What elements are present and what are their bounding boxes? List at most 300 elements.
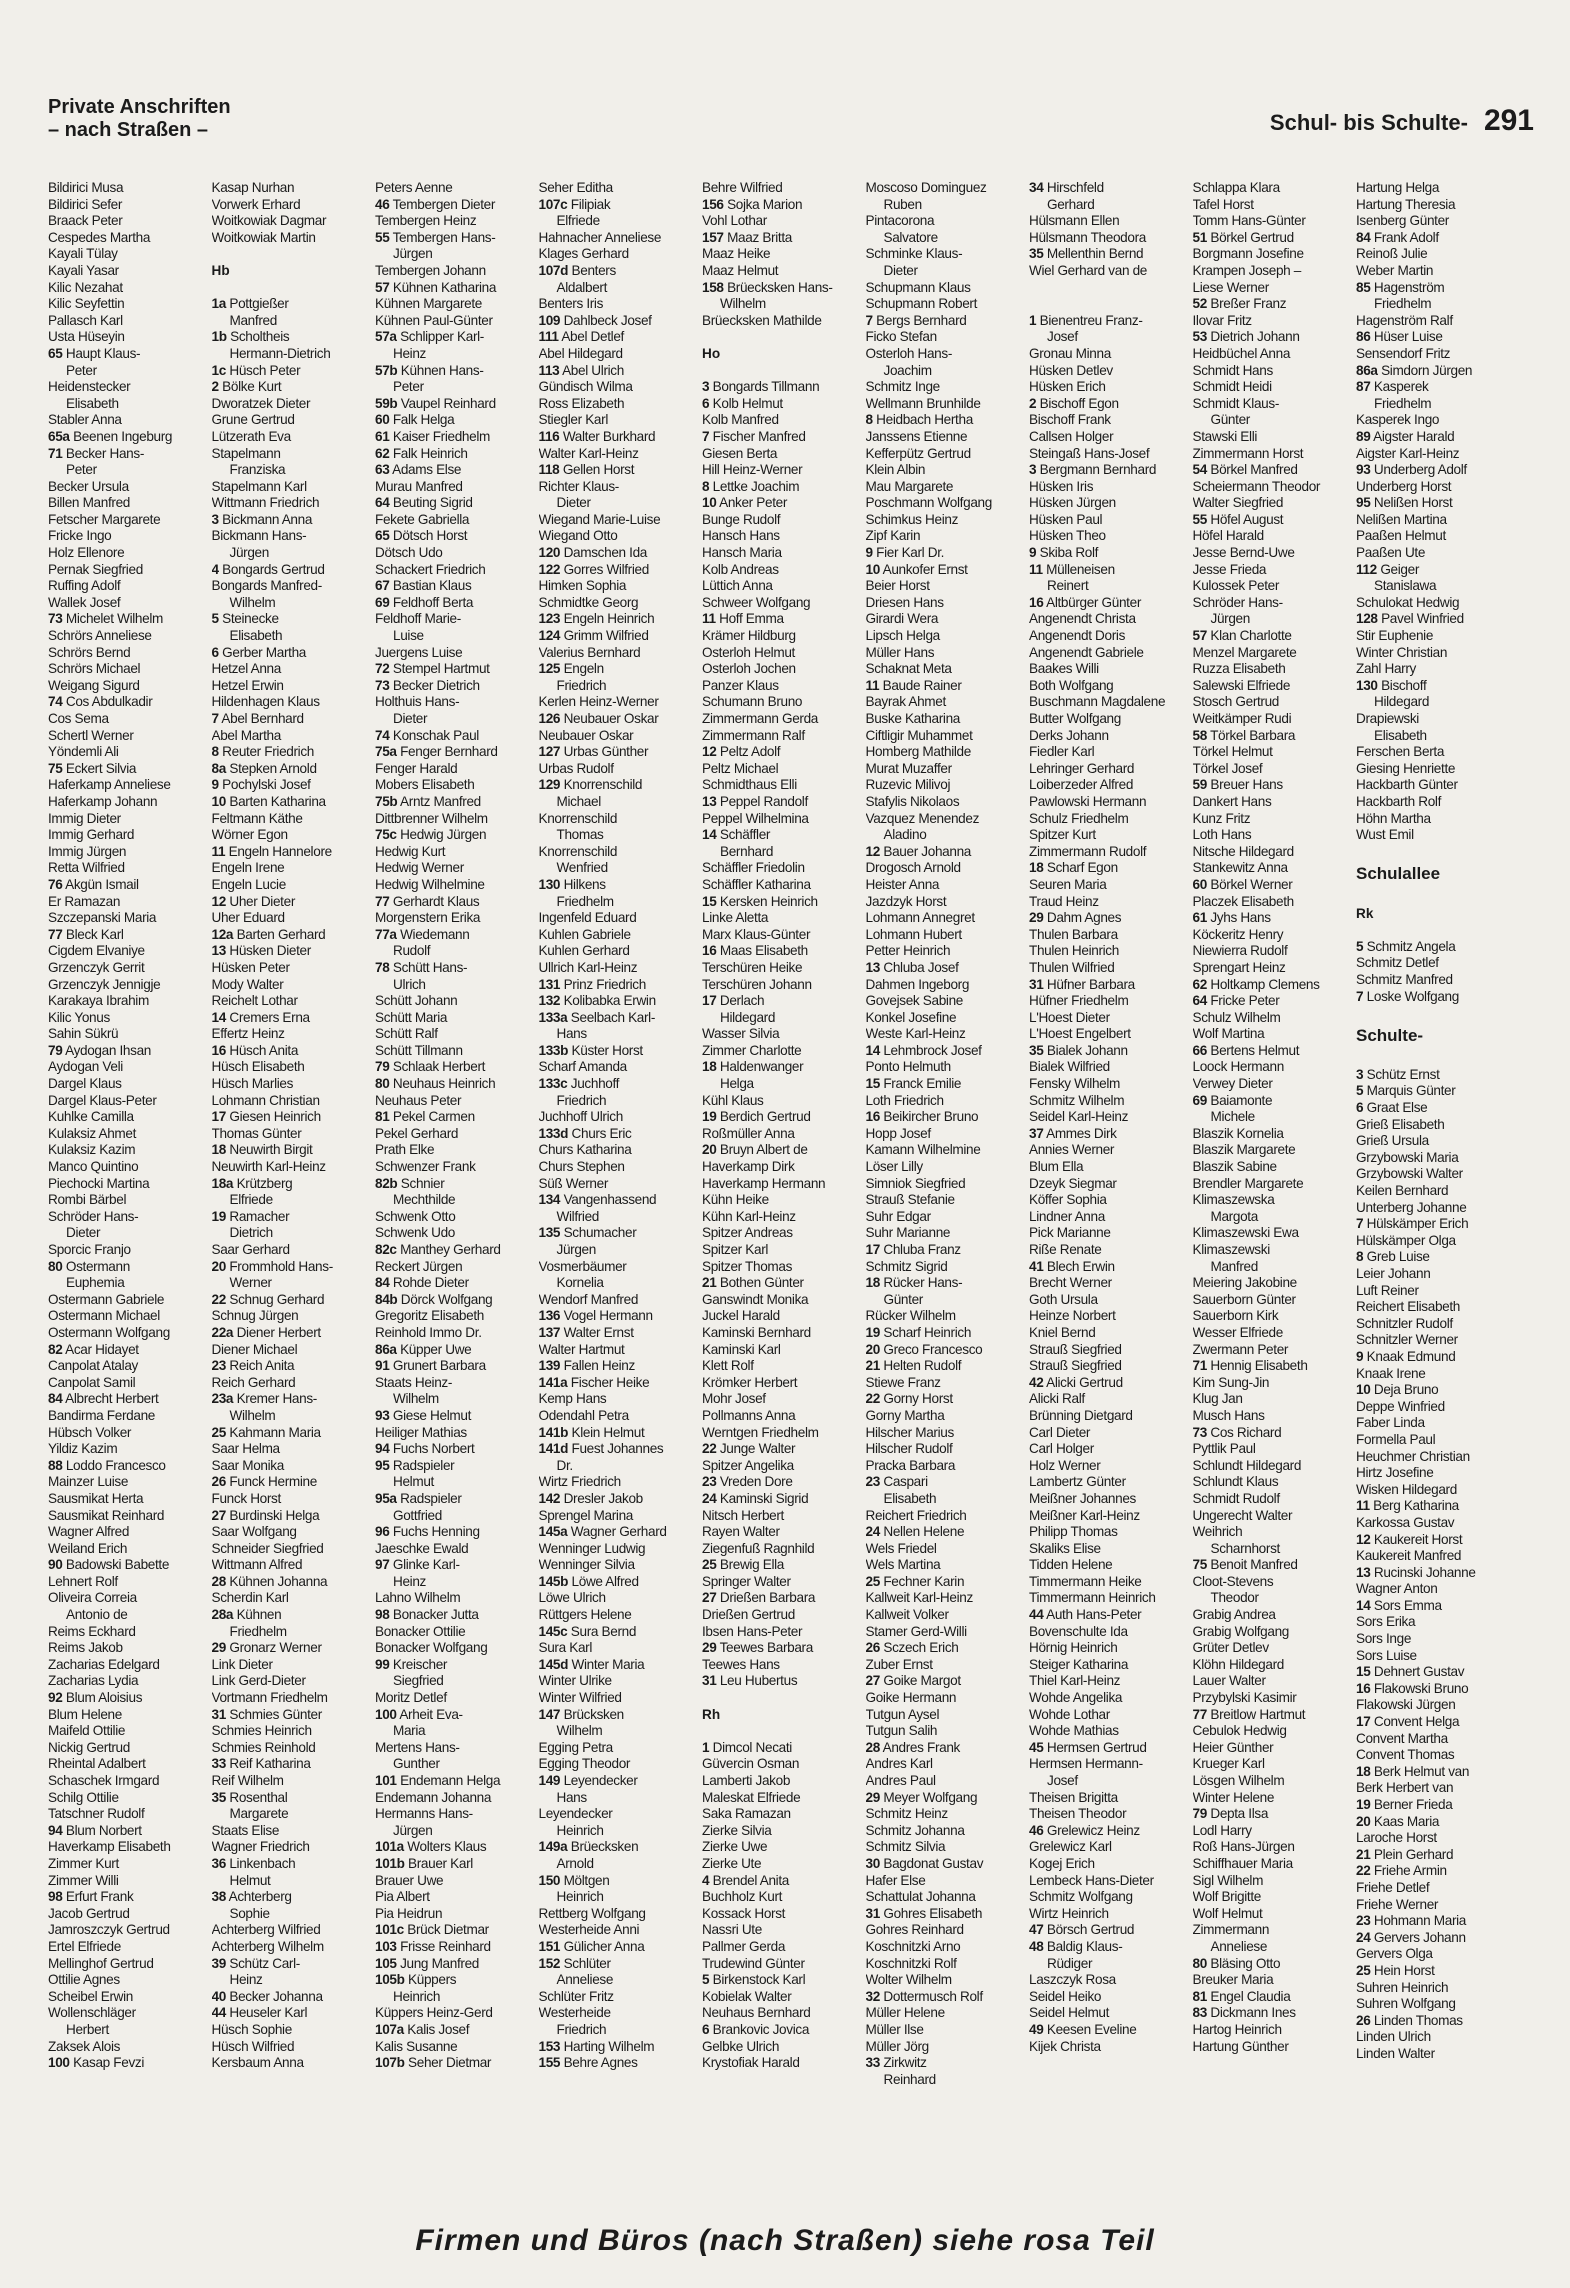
directory-entry	[48, 346, 212, 363]
directory-entry	[702, 611, 866, 628]
directory-entry: Thulen Wilfried	[1029, 959, 1115, 975]
resident-name: Hüfner Barbara	[1043, 976, 1135, 992]
directory-entry: Güvercin Osman	[702, 1756, 800, 1772]
entry-continuation: Wilhelm	[556, 1723, 603, 1739]
resident-name: Kremer Hans-	[233, 1391, 317, 1407]
spacer	[702, 363, 866, 380]
directory-entry	[1356, 1100, 1520, 1117]
directory-entry: Bialek Wilfried	[1029, 1059, 1110, 1075]
entry-continuation: Manfred	[1210, 1258, 1258, 1274]
directory-entry: Schäffler Friedolin	[702, 860, 805, 876]
house-number: 107d	[538, 262, 569, 278]
directory-entry: Dahmen Ingeborg	[865, 976, 970, 992]
resident-name: Gervers Johann	[1370, 1929, 1466, 1945]
directory-entry	[866, 1275, 1030, 1292]
house-number: 14	[211, 1009, 226, 1025]
entry-continuation: Ulrich	[393, 976, 426, 992]
directory-entry	[212, 1259, 376, 1276]
directory-entry	[1356, 1714, 1520, 1731]
directory-entry: Schwenk Otto	[375, 1208, 456, 1224]
resident-name: Brücksken	[560, 1706, 624, 1722]
directory-entry	[1356, 1083, 1520, 1100]
directory-entry	[1193, 329, 1357, 346]
directory-entry: Kniel Bernd	[1029, 1324, 1096, 1340]
directory-entry: Grüter Detlev	[1192, 1640, 1269, 1656]
directory-entry	[212, 562, 376, 579]
directory-entry: Weihrich	[1192, 1524, 1243, 1540]
directory-entry: Buchholz Kurt	[702, 1889, 783, 1905]
directory-entry: Hedwig Werner	[375, 860, 464, 876]
directory-entry	[375, 678, 539, 695]
directory-entry	[48, 1259, 212, 1276]
resident-name: Geiger	[1376, 561, 1420, 577]
directory-entry	[866, 844, 1030, 861]
directory-entry	[702, 744, 866, 761]
house-number: 29	[211, 1640, 226, 1656]
directory-entry	[866, 1391, 1030, 1408]
directory-entry: Zimmermann Horst	[1192, 445, 1304, 461]
directory-entry: Zacharias Edelgard	[48, 1656, 160, 1672]
resident-name: Convent Helga	[1370, 1714, 1460, 1730]
resident-name: Falk Heinrich	[389, 445, 468, 461]
house-number: 137	[538, 1324, 561, 1340]
directory-entry: Fiedler Karl	[1029, 744, 1095, 760]
resident-name: Kahmann Maria	[225, 1424, 321, 1440]
resident-name: Acar Hidayet	[62, 1341, 139, 1357]
resident-name: Nellen Helene	[879, 1524, 965, 1540]
directory-entry	[375, 1458, 539, 1475]
directory-entry: Jesse Bernd-Uwe	[1192, 545, 1295, 561]
house-number: 44	[1029, 1607, 1044, 1623]
entry-continuation: Wilhelm	[229, 1407, 276, 1423]
directory-entry: Schlundt Klaus	[1192, 1474, 1279, 1490]
house-number: 15	[1356, 1664, 1371, 1680]
house-number: 131	[538, 976, 561, 992]
resident-name: Abel Detlef	[558, 329, 624, 345]
directory-entry: Mau Margarete	[865, 478, 954, 494]
directory-entry	[539, 1325, 703, 1342]
directory-entry: Kaminski Bernhard	[702, 1324, 811, 1340]
resident-name: Andres Frank	[879, 1739, 960, 1755]
resident-name: Dietrich Johann	[1206, 329, 1300, 345]
resident-name: Pottgießer	[225, 296, 289, 312]
directory-entry	[212, 1474, 376, 1491]
street-heading: Schulte-	[1356, 1027, 1424, 1045]
directory-entry: Vosmerbäumer	[538, 1258, 627, 1274]
directory-entry: Mohr Josef	[702, 1391, 766, 1407]
directory-entry: Zuber Ernst	[865, 1656, 933, 1672]
directory-entry: Knorrenschild	[538, 810, 618, 826]
house-number: 14	[1356, 1597, 1371, 1613]
directory-entry	[539, 1873, 703, 1890]
directory-entry: Winter Christian	[1356, 644, 1448, 660]
resident-name: Bienentreu Franz-	[1036, 312, 1143, 328]
directory-entry	[702, 396, 866, 413]
directory-entry: Odendahl Petra	[538, 1407, 629, 1423]
directory-entry: Stawski Elli	[1192, 428, 1258, 444]
directory-entry: Lehnert Rolf	[48, 1573, 118, 1589]
directory-entry: Schattulat Johanna	[865, 1889, 976, 1905]
area-code: Rk	[1356, 905, 1374, 921]
directory-entry: Pallasch Karl	[48, 312, 123, 328]
directory-entry: Löser Lilly	[865, 1159, 923, 1175]
directory-entry: Schmidtke Georg	[538, 594, 639, 610]
resident-name: Auth Hans-Peter	[1043, 1607, 1142, 1623]
house-number: 3	[211, 511, 219, 527]
directory-entry: Linden Walter	[1356, 2045, 1435, 2061]
directory-entry: Derks Johann	[1029, 727, 1109, 743]
resident-name: Pekel Carmen	[389, 1109, 475, 1125]
directory-entry: Becker Ursula	[48, 478, 129, 494]
directory-entry	[539, 744, 703, 761]
directory-entry	[48, 877, 212, 894]
directory-entry: Liese Werner	[1192, 279, 1269, 295]
house-number: 63	[375, 462, 390, 478]
entry-continuation: Euphemia	[66, 1275, 125, 1291]
directory-entry: Laroche Horst	[1356, 1830, 1437, 1846]
house-number: 145c	[538, 1623, 568, 1639]
entry-continuation: Ruben	[883, 196, 922, 212]
directory-entry: Schmidt Heidi	[1192, 379, 1272, 395]
house-number: 16	[1029, 594, 1044, 610]
directory-entry: Carl Holger	[1029, 1441, 1094, 1457]
house-number: 16	[1356, 1680, 1371, 1696]
directory-entry: Seidel Heiko	[1029, 1988, 1102, 2004]
directory-entry: Wiegand Otto	[538, 528, 618, 544]
directory-entry: Zwermann Peter	[1192, 1341, 1289, 1357]
directory-entry: Haferkamp Johann	[48, 793, 158, 809]
house-number: 145a	[538, 1524, 568, 1540]
directory-entry: Hüsken Detlev	[1029, 362, 1113, 378]
directory-entry	[212, 1707, 376, 1724]
house-number: 22a	[211, 1324, 234, 1340]
house-number: 14	[865, 1042, 880, 1058]
house-number: 105b	[375, 1972, 405, 1988]
directory-entry: Hörnig Heinrich	[1029, 1640, 1118, 1656]
house-number: 21	[1356, 1846, 1371, 1862]
directory-entry	[375, 528, 539, 545]
resident-name: Giese Helmut	[389, 1407, 471, 1423]
resident-name: Engeln Hannelore	[225, 843, 332, 859]
resident-name: Schmitz Angela	[1363, 938, 1456, 954]
directory-entry: Weitkämper Rudi	[1192, 711, 1292, 726]
house-number: 101c	[375, 1922, 404, 1938]
house-number: 111	[538, 329, 559, 345]
directory-entry	[866, 1358, 1030, 1375]
directory-entry	[1193, 296, 1357, 313]
resident-name: Abel Ulrich	[559, 362, 624, 378]
house-number: 24	[1356, 1929, 1371, 1945]
resident-name: Frank Adolf	[1370, 229, 1439, 245]
resident-name: Linden Thomas	[1370, 2012, 1463, 2028]
directory-entry: Hilscher Rudolf	[865, 1441, 953, 1457]
entry-continuation: Hildegard	[1374, 694, 1430, 710]
directory-column	[212, 180, 376, 2190]
directory-entry: Jesse Frieda	[1192, 561, 1267, 577]
entry-continuation: Elisabeth	[229, 628, 283, 644]
house-number: 120	[538, 545, 561, 561]
directory-entry: Schulokat Hedwig	[1356, 594, 1460, 610]
directory-entry: Menzel Margarete	[1192, 644, 1297, 660]
directory-entry: Grzenczyk Gerrit	[48, 959, 145, 975]
resident-name: Peppel Randolf	[716, 793, 808, 809]
resident-name: Schnier	[397, 1175, 445, 1191]
directory-entry: Gündisch Wilma	[538, 379, 633, 395]
resident-name: Engeln Heinrich	[560, 611, 655, 627]
directory-entry	[48, 446, 212, 463]
directory-entry	[1193, 462, 1357, 479]
directory-entry	[702, 197, 866, 214]
directory-entry: Schütt Ralf	[375, 1026, 438, 1042]
entry-continuation: Reinhard	[883, 2071, 936, 2087]
directory-entry	[212, 744, 376, 761]
directory-entry: Friehe Werner	[1356, 1896, 1439, 1912]
resident-name: Börkel Werner	[1206, 876, 1293, 892]
directory-entry: Kobielak Walter	[702, 1988, 792, 2004]
resident-name: Hülskämper Erich	[1363, 1216, 1469, 1232]
directory-entry	[1029, 1043, 1193, 1060]
directory-entry: Reims Jakob	[48, 1640, 123, 1656]
directory-entry	[375, 927, 539, 944]
house-number: 35	[1029, 1042, 1044, 1058]
resident-name: Berk Helmut van	[1370, 1763, 1470, 1779]
house-number: 82c	[375, 1242, 397, 1257]
directory-entry	[866, 313, 1030, 330]
directory-entry	[212, 927, 376, 944]
directory-entry	[702, 1640, 866, 1657]
directory-entry: Kefferpütz Gertrud	[865, 445, 971, 461]
house-number: 65	[48, 345, 63, 361]
directory-entry	[539, 877, 703, 894]
directory-entry: Klug Jan	[1192, 1391, 1243, 1407]
resident-name: Engel Claudia	[1206, 1988, 1291, 2004]
entry-continuation: Wilfried	[556, 1208, 600, 1224]
resident-name: Kaukereit Horst	[1370, 1531, 1463, 1547]
resident-name: Radspieler	[389, 1457, 455, 1473]
directory-entry: Brendler Margarete	[1192, 1175, 1304, 1191]
directory-entry: Musch Hans	[1192, 1407, 1265, 1423]
directory-entry	[375, 412, 539, 429]
house-number: 18	[211, 1142, 226, 1158]
house-number: 109	[538, 312, 561, 328]
directory-entry: Woitkowiak Dagmar	[211, 213, 327, 229]
resident-name: Junge Walter	[716, 1441, 796, 1457]
directory-entry: Knorrenschild	[538, 843, 618, 859]
house-number: 107c	[538, 196, 568, 212]
directory-entry: Juergens Luise	[375, 644, 463, 660]
resident-name: Deja Bruno	[1370, 1382, 1439, 1398]
resident-name: Fallen Heinz	[560, 1358, 635, 1374]
directory-entry	[1029, 313, 1193, 330]
directory-entry	[702, 280, 866, 297]
directory-entry: Sporcic Franjo	[48, 1242, 131, 1257]
directory-entry: Lahno Wilhelm	[375, 1590, 461, 1606]
resident-name: Adams Else	[389, 462, 462, 478]
directory-entry	[1356, 1764, 1520, 1781]
resident-name: Bauer Johanna	[879, 843, 972, 859]
directory-column	[1029, 180, 1193, 2190]
directory-entry: Rücker Wilhelm	[865, 1308, 956, 1324]
directory-entry	[866, 1574, 1030, 1591]
directory-entry: Lützerath Eva	[211, 428, 291, 444]
directory-entry: Schumann Bruno	[702, 694, 803, 710]
house-number: 98	[375, 1607, 390, 1623]
directory-entry	[1356, 1216, 1520, 1233]
house-number: 59	[1192, 777, 1207, 793]
house-number: 20	[211, 1258, 226, 1274]
directory-entry: Ibsen Hans-Peter	[702, 1623, 803, 1639]
directory-entry	[1356, 989, 1520, 1006]
directory-entry: Wiel Gerhard van de	[1029, 262, 1148, 278]
resident-name: Greco Francesco	[879, 1341, 983, 1357]
directory-entry: Hetzel Anna	[211, 661, 281, 677]
house-number: 93	[375, 1407, 390, 1423]
directory-entry: Küppers Heinz-Gerd	[375, 2005, 493, 2021]
directory-entry: Salewski Elfriede	[1192, 677, 1291, 693]
resident-name: Kasperek	[1370, 379, 1429, 395]
resident-name: Fenger Bernhard	[396, 744, 498, 760]
resident-name: Chluba Franz	[879, 1242, 961, 1257]
house-number: 7	[1356, 988, 1364, 1004]
house-number: 34	[1029, 180, 1044, 195]
directory-entry: Heuchmer Christian	[1356, 1448, 1470, 1464]
entry-continuation: Gottfried	[393, 1507, 442, 1523]
directory-entry	[539, 1043, 703, 1060]
house-number: 64	[375, 495, 390, 511]
house-number: 27	[702, 1590, 717, 1606]
directory-entry	[539, 2055, 703, 2072]
directory-entry: Wagner Friedrich	[211, 1839, 310, 1855]
directory-entry: Reich Gerhard	[211, 1374, 296, 1390]
house-number: 90	[48, 1557, 63, 1573]
directory-entry: Andres Karl	[865, 1756, 933, 1772]
directory-entry: Dankert Hans	[1192, 793, 1272, 809]
directory-entry	[539, 329, 703, 346]
directory-entry: Rombi Bärbel	[48, 1192, 127, 1208]
directory-entry: Egging Petra	[538, 1739, 613, 1755]
directory-entry	[375, 1408, 539, 1425]
house-number: 94	[48, 1822, 63, 1838]
resident-name: Gronarz Werner	[225, 1640, 322, 1656]
directory-entry	[375, 1491, 539, 1508]
house-number: 95a	[375, 1490, 397, 1506]
resident-name: Pochylski Josef	[218, 777, 311, 793]
directory-entry: Schneider Siegfried	[211, 1540, 324, 1556]
house-number: 44	[211, 2005, 226, 2021]
house-number: 10	[211, 793, 226, 809]
directory-entry: Angenendt Gabriele	[1029, 644, 1144, 660]
directory-entry	[702, 943, 866, 960]
directory-entry: Theisen Brigitta	[1029, 1789, 1118, 1805]
directory-entry: Lohmann Hubert	[865, 926, 962, 942]
directory-entry: Immig Gerhard	[48, 827, 135, 843]
directory-entry	[1193, 877, 1357, 894]
directory-entry	[212, 645, 376, 662]
directory-entry: Cloot-Stevens	[1192, 1573, 1274, 1589]
directory-entry	[1356, 939, 1520, 956]
entry-continuation: Jürgen	[229, 545, 269, 561]
directory-entry: Meißner Johannes	[1029, 1490, 1136, 1506]
directory-entry: Kilic Seyfettin	[48, 296, 125, 312]
directory-entry: Marx Klaus-Günter	[702, 926, 811, 942]
house-number: 57a	[375, 329, 397, 345]
directory-entry: Schaschek Irmgard	[48, 1773, 160, 1788]
resident-name: Bialek Johann	[1043, 1042, 1128, 1058]
resident-name: Aunkofer Ernst	[879, 561, 968, 577]
resident-name: Bertens Helmut	[1206, 1042, 1300, 1058]
house-number: 74	[375, 727, 390, 743]
house-number: 37	[1029, 1125, 1044, 1141]
resident-name: Hermsen Gertrud	[1043, 1739, 1147, 1755]
directory-entry: Wohde Angelika	[1029, 1690, 1123, 1706]
resident-name: Kaas Maria	[1370, 1813, 1440, 1829]
directory-entry: Hansch Hans	[702, 528, 780, 544]
directory-entry: Schertl Werner	[48, 727, 134, 743]
house-number: 127	[538, 744, 561, 760]
resident-name: Wolters Klaus	[403, 1839, 487, 1855]
directory-entry	[1193, 1707, 1357, 1724]
directory-entry: Rüttgers Helene	[538, 1607, 632, 1623]
directory-entry: Grzybowski Walter	[1356, 1166, 1463, 1182]
house-number: 125	[538, 661, 561, 677]
directory-entry: Loth Friedrich	[865, 1092, 944, 1108]
directory-entry: Philipp Thomas	[1029, 1524, 1118, 1540]
directory-entry	[539, 545, 703, 562]
house-number: 45	[1029, 1739, 1044, 1755]
resident-name: Jyhs Hans	[1206, 910, 1271, 926]
directory-entry: Wittmann Alfred	[211, 1557, 303, 1573]
directory-entry: Trudewind Günter	[702, 1955, 805, 1971]
house-number: 80	[375, 1076, 390, 1092]
house-number: 10	[1356, 1382, 1371, 1398]
resident-name: Klan Charlotte	[1206, 628, 1292, 644]
resident-name: Rucinski Johanne	[1370, 1564, 1476, 1580]
directory-entry: Schmies Reinhold	[211, 1739, 316, 1755]
directory-entry: Wolf Martina	[1192, 1026, 1265, 1042]
resident-name: Brendel Anita	[709, 1872, 789, 1888]
directory-entry	[375, 495, 539, 512]
resident-name: Scholtheis	[226, 329, 290, 345]
resident-name: Barten Gerhard	[233, 926, 326, 942]
directory-entry: Karkossa Gustav	[1356, 1514, 1455, 1530]
directory-entry	[1356, 1664, 1520, 1681]
house-number: 73	[375, 677, 390, 693]
resident-name: Hüsch Anita	[225, 1042, 299, 1058]
house-number: 112	[1356, 561, 1377, 577]
directory-entry: Kulaksiz Ahmet	[48, 1125, 137, 1141]
house-number: 28	[865, 1739, 880, 1755]
house-number: 95	[375, 1457, 390, 1473]
directory-entry: Callsen Holger	[1029, 428, 1114, 444]
directory-entry: Dargel Klaus	[48, 1076, 122, 1092]
resident-name: Rosenthal	[225, 1789, 288, 1805]
directory-entry: Stapelmann	[211, 445, 281, 461]
directory-entry: Niewierra Rudolf	[1192, 943, 1288, 959]
directory-entry: Saar Gerhard	[211, 1242, 290, 1257]
resident-name: Gorres Wilfried	[560, 561, 649, 577]
resident-name: Breitlow Hartmut	[1206, 1706, 1306, 1722]
directory-entry: Rayen Walter	[702, 1524, 780, 1540]
directory-entry: Bischoff Frank	[1029, 412, 1111, 428]
resident-name: Erfurt Frank	[62, 1889, 134, 1905]
house-number: 48	[1029, 1938, 1044, 1954]
directory-entry: Sauerborn Günter	[1192, 1291, 1296, 1307]
directory-entry: Schulz Friedhelm	[1029, 810, 1129, 826]
directory-entry: Hirtz Josefine	[1356, 1465, 1434, 1481]
directory-entry: Konkel Josefine	[865, 1009, 957, 1025]
house-number: 5	[1356, 1083, 1364, 1099]
house-number: 59b	[375, 395, 398, 411]
